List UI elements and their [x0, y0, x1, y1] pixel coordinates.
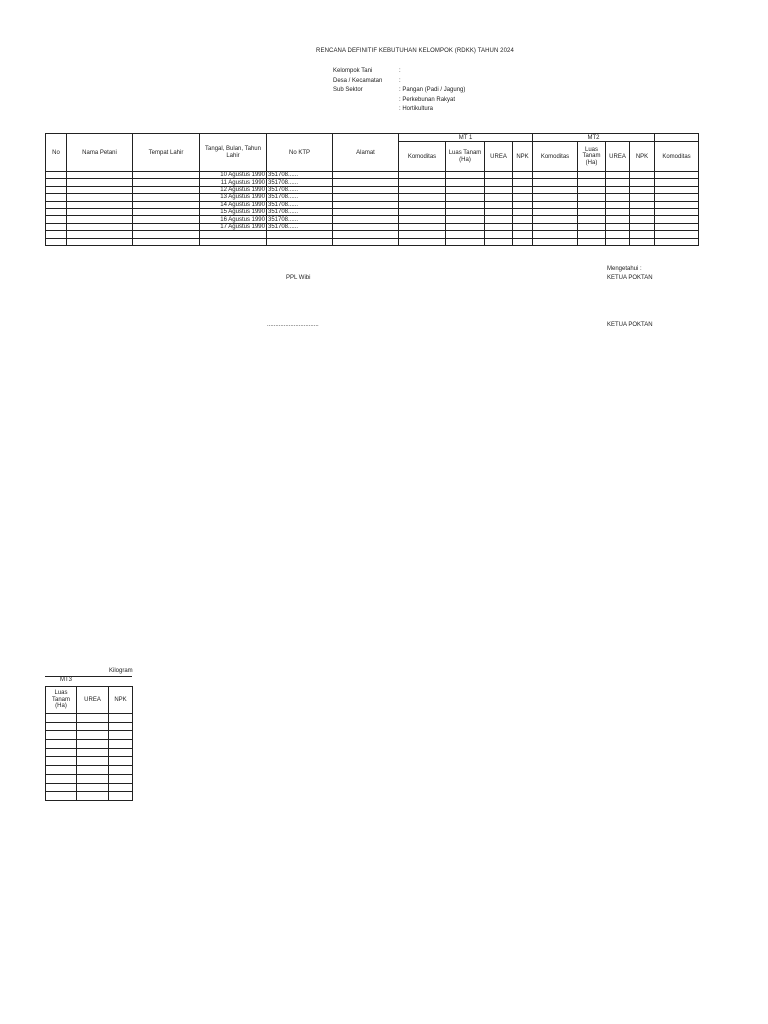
cell-no-ktp: 351708...... — [267, 201, 333, 208]
table-cell — [446, 201, 485, 208]
mt3-cell — [109, 731, 133, 740]
mt3-cell — [46, 783, 77, 792]
table-cell — [578, 238, 606, 245]
table-cell — [399, 179, 446, 186]
header-no: No — [46, 134, 67, 172]
table-cell — [578, 201, 606, 208]
mt3-header-luas-tanam: Luas Tanam (Ha) — [46, 687, 77, 714]
table-cell — [630, 201, 655, 208]
table-cell — [333, 231, 399, 238]
mt3-cell — [77, 740, 109, 749]
cell-no-ktp: 351708...... — [267, 186, 333, 193]
table-cell — [446, 186, 485, 193]
table-cell — [485, 179, 513, 186]
mt3-row — [46, 748, 133, 757]
header-tanggal-lahir: Tangal, Bulan, Tahun Lahir — [200, 134, 267, 172]
table-cell — [533, 201, 578, 208]
table-cell — [46, 194, 67, 201]
mt3-cell — [109, 774, 133, 783]
desa-kecamatan-label: Desa / Kecamatan — [333, 77, 383, 84]
table-cell — [485, 223, 513, 230]
table-cell — [133, 186, 200, 193]
table-cell — [655, 172, 699, 179]
cell-tanggal-lahir: 15 Agustus 1990 — [200, 208, 267, 215]
mt3-cell — [77, 783, 109, 792]
table-cell — [46, 238, 67, 245]
mt3-cell — [46, 731, 77, 740]
mt3-cell — [109, 783, 133, 792]
table-cell — [446, 238, 485, 245]
table-cell — [133, 172, 200, 179]
table-cell — [533, 179, 578, 186]
table-cell — [485, 172, 513, 179]
table-cell — [513, 231, 533, 238]
signature-dots: ............................... — [267, 322, 319, 328]
sub-sektor-label: Sub Sektor — [333, 87, 363, 93]
table-cell — [133, 179, 200, 186]
table-cell — [446, 172, 485, 179]
header-mt1-urea: UREA — [485, 142, 513, 172]
mt3-cell — [46, 792, 77, 801]
table-cell — [513, 208, 533, 215]
table-row — [46, 172, 699, 179]
table-cell — [133, 216, 200, 223]
header-nama-petani: Nama Petani — [67, 134, 133, 172]
table-cell — [67, 238, 133, 245]
table-cell — [606, 231, 630, 238]
table-cell — [655, 223, 699, 230]
cell-tanggal-lahir: 12 Agustus 1990 — [200, 186, 267, 193]
cell-tanggal-lahir: 13 Agustus 1990 — [200, 194, 267, 201]
table-cell — [513, 194, 533, 201]
table-cell — [533, 223, 578, 230]
mt3-cell — [46, 748, 77, 757]
desa-kecamatan-value: : — [399, 77, 401, 84]
mt3-label: MT3 — [60, 677, 72, 683]
mt3-row — [46, 714, 133, 723]
table-cell — [67, 223, 133, 230]
table-cell — [333, 172, 399, 179]
table-cell — [46, 223, 67, 230]
cell-tanggal-lahir: 16 Agustus 1990 — [200, 216, 267, 223]
mt3-cell — [77, 792, 109, 801]
table-cell — [333, 238, 399, 245]
mt3-row — [46, 722, 133, 731]
cell-no-ktp: 351708...... — [267, 194, 333, 201]
table-cell — [333, 208, 399, 215]
table-cell — [67, 194, 133, 201]
table-cell — [513, 179, 533, 186]
table-cell — [399, 201, 446, 208]
table-cell — [630, 223, 655, 230]
table-cell — [67, 201, 133, 208]
table-cell — [46, 186, 67, 193]
mt3-cell — [77, 757, 109, 766]
header-mt3-spill — [655, 134, 699, 142]
sub-sektor-option: : Pangan (Padi / Jagung) — [399, 87, 466, 93]
mt3-cell — [46, 766, 77, 775]
mt3-cell — [109, 748, 133, 757]
table-cell — [513, 172, 533, 179]
table-cell — [630, 186, 655, 193]
mt3-cell — [46, 714, 77, 723]
cell-tanggal-lahir: 11 Agustus 1990 — [200, 179, 267, 186]
table-cell — [630, 179, 655, 186]
cell-no-ktp — [267, 231, 333, 238]
mengetahui-label: Mengetahui : — [607, 266, 642, 272]
table-cell — [606, 201, 630, 208]
mt3-cell — [77, 714, 109, 723]
table-cell — [578, 172, 606, 179]
table-cell — [513, 201, 533, 208]
mt3-row — [46, 731, 133, 740]
table-cell — [333, 186, 399, 193]
table-cell — [578, 216, 606, 223]
table-cell — [606, 186, 630, 193]
table-cell — [630, 172, 655, 179]
table-cell — [578, 223, 606, 230]
table-cell — [46, 201, 67, 208]
table-cell — [67, 172, 133, 179]
table-cell — [399, 172, 446, 179]
table-cell — [46, 208, 67, 215]
mt3-top-rule — [45, 676, 132, 677]
table-cell — [655, 186, 699, 193]
table-row — [46, 216, 699, 223]
table-cell — [399, 238, 446, 245]
mt3-cell — [77, 766, 109, 775]
table-cell — [655, 179, 699, 186]
table-cell — [485, 186, 513, 193]
cell-tanggal-lahir: 14 Agustus 1990 — [200, 201, 267, 208]
mt3-cell — [109, 766, 133, 775]
header-mt1-luas-tanam: Luas Tanam (Ha) — [446, 142, 485, 172]
table-cell — [133, 223, 200, 230]
table-cell — [67, 216, 133, 223]
kilogram-label: Kilogram — [109, 668, 133, 674]
table-cell — [333, 201, 399, 208]
table-cell — [333, 194, 399, 201]
kelompok-tani-value: : — [399, 68, 401, 74]
mt3-cell — [109, 792, 133, 801]
table-row — [46, 201, 699, 208]
mt3-row — [46, 766, 133, 775]
table-cell — [606, 194, 630, 201]
table-cell — [513, 223, 533, 230]
table-cell — [513, 238, 533, 245]
table-cell — [46, 216, 67, 223]
table-cell — [533, 172, 578, 179]
table-cell — [630, 238, 655, 245]
table-row — [46, 223, 699, 230]
table-cell — [446, 216, 485, 223]
table-cell — [399, 194, 446, 201]
table-cell — [399, 208, 446, 215]
table-cell — [513, 216, 533, 223]
header-mt2: MT2 — [533, 134, 655, 142]
cell-no-ktp — [267, 238, 333, 245]
mt3-row — [46, 783, 133, 792]
table-cell — [578, 186, 606, 193]
mt3-row — [46, 757, 133, 766]
table-cell — [513, 186, 533, 193]
table-cell — [578, 179, 606, 186]
cell-no-ktp: 351708...... — [267, 223, 333, 230]
header-mt2-luas-tanam: Luas Tanam (Ha) — [578, 142, 606, 172]
cell-no-ktp: 351708...... — [267, 216, 333, 223]
mt3-row — [46, 792, 133, 801]
table-cell — [533, 216, 578, 223]
mt3-cell — [109, 757, 133, 766]
table-cell — [399, 223, 446, 230]
mt3-cell — [109, 740, 133, 749]
table-row — [46, 238, 699, 245]
header-mt1-npk: NPK — [513, 142, 533, 172]
cell-tanggal-lahir: 17 Agustus 1990 — [200, 223, 267, 230]
header-mt2-npk: NPK — [630, 142, 655, 172]
table-cell — [533, 208, 578, 215]
table-cell — [630, 216, 655, 223]
table-cell — [606, 179, 630, 186]
table-cell — [533, 238, 578, 245]
table-cell — [485, 201, 513, 208]
table-cell — [606, 208, 630, 215]
sub-sektor-option: : Perkebunan Rakyat — [399, 96, 456, 103]
header-mt1-komoditas: Komoditas — [399, 142, 446, 172]
table-cell — [630, 194, 655, 201]
cell-tanggal-lahir: 10 Agustus 1990 — [200, 172, 267, 179]
mt3-cell — [46, 722, 77, 731]
table-cell — [46, 231, 67, 238]
table-cell — [655, 238, 699, 245]
header-tempat-lahir: Tempat Lahir — [133, 134, 200, 172]
cell-no-ktp: 351708...... — [267, 179, 333, 186]
table-row — [46, 186, 699, 193]
table-cell — [399, 186, 446, 193]
table-row — [46, 194, 699, 201]
mt3-cell — [46, 757, 77, 766]
cell-no-ktp: 351708...... — [267, 172, 333, 179]
mt3-cell — [77, 748, 109, 757]
table-cell — [485, 231, 513, 238]
table-cell — [133, 201, 200, 208]
table-cell — [133, 231, 200, 238]
mt3-cell — [109, 722, 133, 731]
mt3-header-npk: NPK — [109, 687, 133, 714]
table-cell — [606, 216, 630, 223]
table-cell — [655, 216, 699, 223]
table-cell — [630, 208, 655, 215]
table-cell — [655, 194, 699, 201]
table-cell — [399, 216, 446, 223]
mt3-cell — [109, 714, 133, 723]
table-row — [46, 179, 699, 186]
header-alamat: Alamat — [333, 134, 399, 172]
table-cell — [578, 208, 606, 215]
table-cell — [655, 208, 699, 215]
table-row — [46, 231, 699, 238]
table-cell — [133, 194, 200, 201]
table-cell — [485, 208, 513, 215]
table-cell — [606, 238, 630, 245]
table-cell — [133, 238, 200, 245]
mt3-cell — [77, 731, 109, 740]
ketua-poktan-title: KETUA POKTAN — [607, 275, 653, 281]
cell-tanggal-lahir — [200, 238, 267, 245]
table-cell — [630, 231, 655, 238]
mt3-header-urea: UREA — [77, 687, 109, 714]
sub-sektor-option: : Hortikultura — [399, 106, 434, 112]
table-cell — [655, 201, 699, 208]
mt3-cell — [46, 774, 77, 783]
ppl-name: PPL Wibi — [286, 275, 311, 281]
mt3-table — [45, 686, 133, 801]
table-cell — [333, 216, 399, 223]
table-row — [46, 208, 699, 215]
table-cell — [46, 172, 67, 179]
table-cell — [67, 179, 133, 186]
table-cell — [333, 179, 399, 186]
kelompok-tani-label: Kelompok Tani — [333, 68, 373, 74]
table-cell — [133, 208, 200, 215]
table-cell — [399, 231, 446, 238]
table-cell — [446, 223, 485, 230]
table-cell — [485, 216, 513, 223]
table-cell — [533, 231, 578, 238]
header-mt2-urea: UREA — [606, 142, 630, 172]
rdkk-table — [45, 133, 699, 246]
table-cell — [606, 223, 630, 230]
table-cell — [333, 223, 399, 230]
mt3-cell — [77, 774, 109, 783]
mt3-row — [46, 774, 133, 783]
cell-tanggal-lahir — [200, 231, 267, 238]
header-no-ktp: No KTP — [267, 134, 333, 172]
table-cell — [533, 194, 578, 201]
ketua-poktan-signature: KETUA POKTAN — [607, 322, 653, 328]
header-mt1: MT 1 — [399, 134, 533, 142]
table-cell — [67, 208, 133, 215]
table-cell — [46, 179, 67, 186]
table-cell — [655, 231, 699, 238]
table-cell — [446, 179, 485, 186]
table-cell — [485, 194, 513, 201]
table-cell — [67, 231, 133, 238]
table-cell — [485, 238, 513, 245]
header-mt3-komoditas: Komoditas — [655, 142, 699, 172]
table-cell — [67, 186, 133, 193]
table-cell — [578, 231, 606, 238]
mt3-cell — [46, 740, 77, 749]
table-cell — [446, 208, 485, 215]
mt3-cell — [77, 722, 109, 731]
document-title: RENCANA DEFINITIF KEBUTUHAN KELOMPOK (RDKK) TAHUN 2024 — [316, 48, 514, 54]
table-cell — [578, 194, 606, 201]
table-cell — [446, 194, 485, 201]
mt3-row — [46, 740, 133, 749]
table-cell — [606, 172, 630, 179]
header-mt2-komoditas: Komoditas — [533, 142, 578, 172]
table-cell — [446, 231, 485, 238]
table-cell — [533, 186, 578, 193]
cell-no-ktp: 351708...... — [267, 208, 333, 215]
